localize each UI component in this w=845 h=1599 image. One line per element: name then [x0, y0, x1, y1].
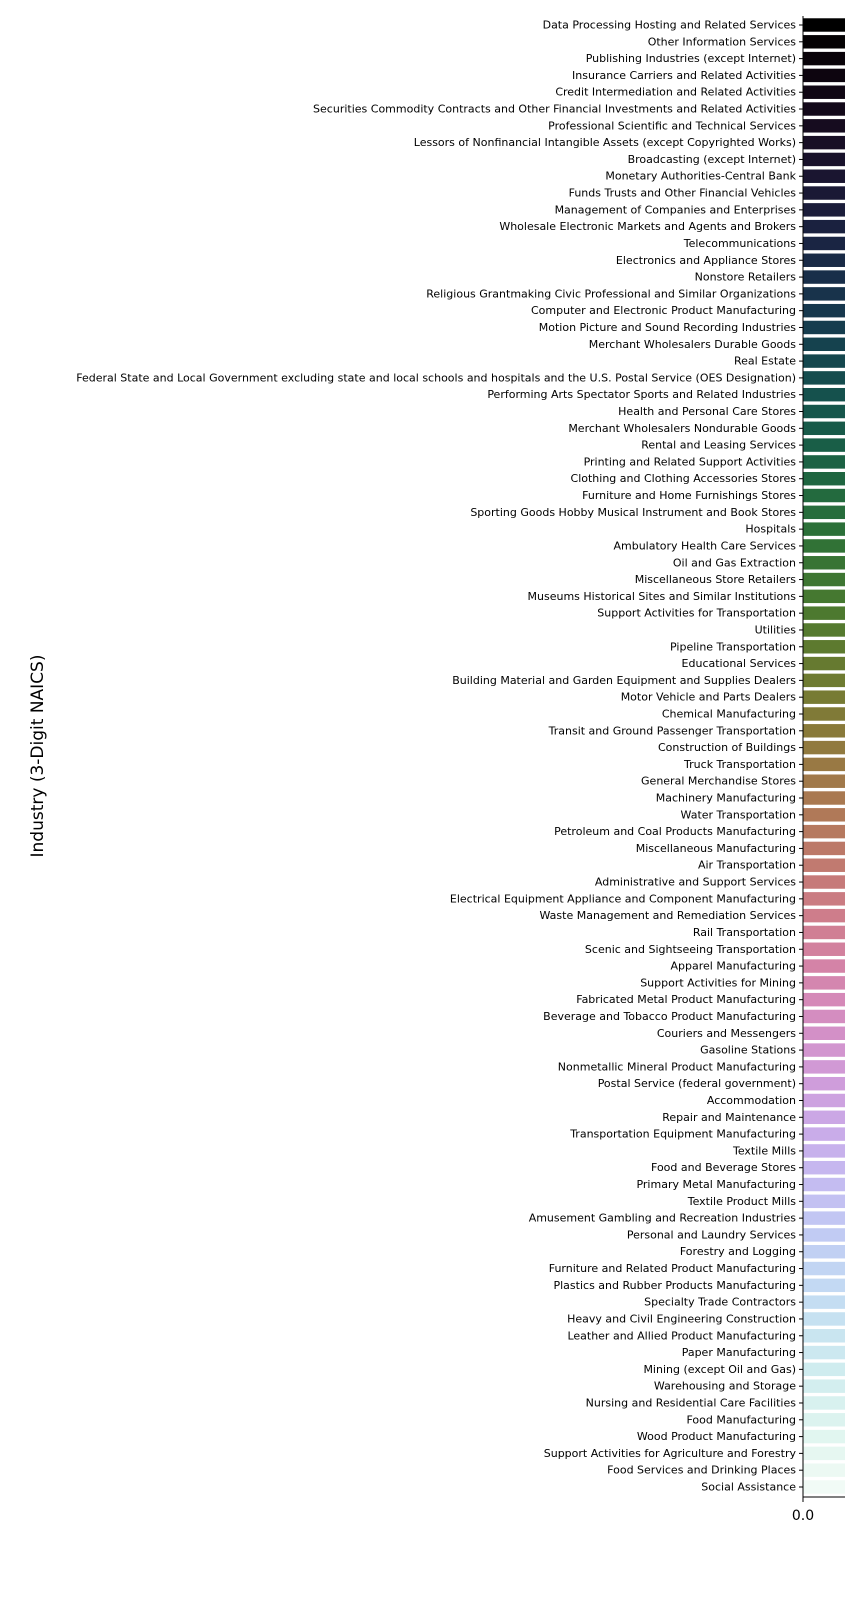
bar — [803, 1312, 845, 1325]
bar — [803, 338, 845, 351]
bar — [803, 506, 845, 519]
bar — [803, 1027, 845, 1040]
bar — [803, 859, 845, 872]
bar — [803, 102, 845, 115]
bar — [803, 270, 845, 283]
y-tick-label: Petroleum and Coal Products Manufacturing — [554, 825, 796, 839]
bar — [803, 1463, 845, 1476]
bar — [803, 707, 845, 720]
y-tick-label: Specialty Trade Contractors — [644, 1295, 796, 1309]
y-tick-label: Wood Product Manufacturing — [636, 1430, 796, 1444]
bar — [803, 606, 845, 619]
y-tick-label: Accommodation — [706, 1093, 796, 1107]
bar — [803, 136, 845, 149]
y-tick-label: Mining (except Oil and Gas) — [643, 1362, 796, 1376]
bar — [803, 1480, 845, 1493]
bar — [803, 35, 845, 48]
y-tick-label: Couriers and Messengers — [656, 1026, 796, 1040]
y-tick-label: Furniture and Related Product Manufacturing — [548, 1262, 796, 1276]
y-tick-label: Insurance Carriers and Related Activities — [572, 68, 796, 82]
bar — [803, 724, 845, 737]
y-tick-label: Warehousing and Storage — [653, 1379, 796, 1393]
y-tick-label: Textile Product Mills — [687, 1194, 796, 1208]
bar — [803, 522, 845, 535]
y-tick-label: Nursing and Residential Care Facilities — [585, 1396, 796, 1410]
y-tick-label: Management of Companies and Enterprises — [554, 203, 796, 217]
y-tick-label: Museums Historical Sites and Similar Institutions — [527, 589, 796, 603]
bar — [803, 741, 845, 754]
y-tick-label: Data Processing Hosting and Related Services — [542, 18, 796, 32]
y-tick-label: Credit Intermediation and Related Activities — [555, 85, 796, 99]
bar — [803, 976, 845, 989]
bar — [803, 304, 845, 317]
bar — [803, 1262, 845, 1275]
y-tick-label: Beverage and Tobacco Product Manufacturing — [543, 1009, 796, 1023]
bar — [803, 186, 845, 199]
y-tick-label: Truck Transportation — [684, 757, 796, 771]
bar — [803, 1295, 845, 1308]
y-tick-label: Health and Personal Care Stores — [618, 405, 796, 419]
y-tick-label: Utilities — [754, 623, 796, 637]
bar — [803, 573, 845, 586]
bar — [803, 455, 845, 468]
bar — [803, 690, 845, 703]
bar — [803, 170, 845, 183]
bar — [803, 1363, 845, 1376]
bar — [803, 943, 845, 956]
y-tick-label: Textile Mills — [732, 1144, 796, 1158]
bar — [803, 909, 845, 922]
y-tick-label: Miscellaneous Store Retailers — [634, 573, 796, 587]
bar — [803, 539, 845, 552]
bar — [803, 1060, 845, 1073]
bar — [803, 1043, 845, 1056]
y-tick-label: Building Material and Garden Equipment and Supplies Dealers — [452, 673, 796, 687]
y-tick-label: Water Transportation — [680, 808, 796, 822]
y-tick-label: Merchant Wholesalers Durable Goods — [588, 337, 796, 351]
bar — [803, 489, 845, 502]
bar — [803, 472, 845, 485]
y-tick-label: Scenic and Sightseeing Transportation — [584, 942, 796, 956]
bar — [803, 1396, 845, 1409]
bar — [803, 892, 845, 905]
bar — [803, 119, 845, 132]
bar — [803, 590, 845, 603]
y-tick-label: Forestry and Logging — [679, 1245, 796, 1259]
y-tick-label: Food Manufacturing — [686, 1413, 796, 1427]
y-tick-label: Broadcasting (except Internet) — [627, 152, 796, 166]
y-tick-label: Leather and Allied Product Manufacturing — [567, 1329, 796, 1343]
y-tick-label: Transportation Equipment Manufacturing — [570, 1127, 796, 1141]
bar — [803, 842, 845, 855]
y-tick-label: Postal Service (federal government) — [597, 1077, 796, 1091]
y-tick-label: Motion Picture and Sound Recording Industries — [538, 320, 796, 334]
bar — [803, 371, 845, 384]
bar — [803, 926, 845, 939]
y-tick-label: Food and Beverage Stores — [651, 1161, 796, 1175]
bar — [803, 52, 845, 65]
y-tick-label: Professional Scientific and Technical Services — [548, 119, 796, 133]
bar — [803, 287, 845, 300]
y-tick-label: Amusement Gambling and Recreation Industries — [528, 1211, 796, 1225]
bar — [803, 220, 845, 233]
bar — [803, 1127, 845, 1140]
bar — [803, 1178, 845, 1191]
bar — [803, 153, 845, 166]
y-ticks-layer — [799, 25, 803, 1487]
y-tick-label: Hospitals — [745, 522, 796, 536]
bar — [803, 69, 845, 82]
bar — [803, 1279, 845, 1292]
x-tick-label: 0.0 — [791, 1508, 815, 1524]
y-tick-label: Electrical Equipment Appliance and Component Manufacturing — [449, 892, 796, 906]
bar — [803, 1245, 845, 1258]
bar — [803, 1379, 845, 1392]
y-tick-label: Publishing Industries (except Internet) — [585, 52, 796, 66]
y-tick-label: Air Transportation — [697, 858, 796, 872]
y-tick-label: Pipeline Transportation — [670, 640, 796, 654]
bar — [803, 1228, 845, 1241]
bar — [803, 640, 845, 653]
y-tick-label: Printing and Related Support Activities — [583, 455, 796, 469]
y-tick-label: Oil and Gas Extraction — [672, 556, 796, 570]
y-tick-label: Monetary Authorities-Central Bank — [605, 169, 796, 183]
y-tick-label: Repair and Maintenance — [662, 1110, 796, 1124]
bar — [803, 1010, 845, 1023]
y-tick-label: Electronics and Appliance Stores — [615, 253, 796, 267]
y-tick-label: Administrative and Support Services — [594, 875, 796, 889]
y-tick-label: Wholesale Electronic Markets and Agents and Brokers — [499, 220, 796, 234]
y-tick-label: Construction of Buildings — [658, 741, 796, 755]
y-axis-label: Industry (3-Digit NAICS) — [28, 654, 48, 858]
bar — [803, 1111, 845, 1124]
y-tick-label: Performing Arts Spectator Sports and Related Industries — [487, 388, 796, 402]
y-tick-label: Fabricated Metal Product Manufacturing — [576, 993, 796, 1007]
y-tick-label: Telecommunications — [683, 236, 796, 250]
bar — [803, 438, 845, 451]
y-tick-label: General Merchandise Stores — [641, 774, 796, 788]
y-tick-label: Nonstore Retailers — [694, 270, 796, 284]
bar — [803, 237, 845, 250]
y-tick-label: Primary Metal Manufacturing — [636, 1178, 796, 1192]
y-tick-label: Federal State and Local Government excluding state and local schools and hospitals and the U.S. Postal Service (OES Designation) — [76, 371, 796, 385]
bar — [803, 758, 845, 771]
bar — [803, 203, 845, 216]
y-tick-label: Educational Services — [681, 657, 796, 671]
bar — [803, 405, 845, 418]
bar — [803, 18, 845, 31]
bar — [803, 791, 845, 804]
bar — [803, 657, 845, 670]
y-tick-label: Transit and Ground Passenger Transportation — [548, 724, 796, 738]
bar — [803, 1211, 845, 1224]
y-tick-label: Heavy and Civil Engineering Construction — [567, 1312, 796, 1326]
y-tick-label: Miscellaneous Manufacturing — [635, 841, 796, 855]
bar — [803, 86, 845, 99]
y-tick-label: Support Activities for Agriculture and Forestry — [543, 1446, 796, 1460]
bar — [803, 254, 845, 267]
y-tick-label: Lessors of Nonfinancial Intangible Assets (except Copyrighted Works) — [413, 136, 796, 150]
bar — [803, 1346, 845, 1359]
bar — [803, 1430, 845, 1443]
y-tick-label: Food Services and Drinking Places — [607, 1463, 796, 1477]
bar — [803, 1413, 845, 1426]
bar — [803, 1161, 845, 1174]
bar — [803, 959, 845, 972]
bar — [803, 1144, 845, 1157]
bar — [803, 1077, 845, 1090]
y-tick-label: Merchant Wholesalers Nondurable Goods — [568, 421, 796, 435]
y-tick-label: Clothing and Clothing Accessories Stores — [570, 472, 796, 486]
bar — [803, 993, 845, 1006]
y-tick-label: Machinery Manufacturing — [655, 791, 796, 805]
y-tick-label: Real Estate — [733, 354, 796, 368]
bar — [803, 1195, 845, 1208]
bar — [803, 422, 845, 435]
bars-layer — [803, 18, 845, 1493]
y-tick-label: Computer and Electronic Product Manufacturing — [530, 304, 796, 318]
y-tick-label: Ambulatory Health Care Services — [613, 539, 796, 553]
y-tick-label: Nonmetallic Mineral Product Manufacturing — [557, 1060, 796, 1074]
y-tick-label: Personal and Laundry Services — [626, 1228, 796, 1242]
bar — [803, 875, 845, 888]
bar — [803, 1447, 845, 1460]
y-tick-label: Support Activities for Mining — [640, 976, 796, 990]
bar — [803, 825, 845, 838]
y-tick-label: Motor Vehicle and Parts Dealers — [620, 690, 796, 704]
bar — [803, 556, 845, 569]
y-tick-label: Paper Manufacturing — [681, 1346, 796, 1360]
y-tick-label: Gasoline Stations — [700, 1043, 796, 1057]
y-tick-label: Other Information Services — [647, 35, 796, 49]
bar — [803, 388, 845, 401]
bar — [803, 674, 845, 687]
y-tick-label: Rail Transportation — [692, 925, 796, 939]
y-tick-label: Plastics and Rubber Products Manufacturing — [553, 1278, 796, 1292]
y-tick-label: Social Assistance — [701, 1480, 796, 1494]
bar — [803, 808, 845, 821]
y-tick-label: Securities Commodity Contracts and Other Financial Investments and Related Activities — [313, 102, 796, 116]
y-tick-labels-layer — [76, 19, 796, 1494]
bar — [803, 1329, 845, 1342]
y-tick-label: Waste Management and Remediation Services — [539, 909, 796, 923]
y-tick-label: Sporting Goods Hobby Musical Instrument and Book Stores — [470, 505, 796, 519]
y-tick-label: Funds Trusts and Other Financial Vehicles — [568, 186, 796, 200]
y-tick-label: Religious Grantmaking Civic Professional and Similar Organizations — [426, 287, 796, 301]
y-tick-label: Apparel Manufacturing — [670, 959, 796, 973]
bar — [803, 321, 845, 334]
y-tick-label: Support Activities for Transportation — [597, 606, 796, 620]
y-tick-label: Rental and Leasing Services — [641, 438, 796, 452]
bar — [803, 623, 845, 636]
y-tick-label: Furniture and Home Furnishings Stores — [582, 489, 796, 503]
bar — [803, 774, 845, 787]
bar — [803, 354, 845, 367]
bar — [803, 1094, 845, 1107]
y-tick-label: Chemical Manufacturing — [661, 707, 796, 721]
